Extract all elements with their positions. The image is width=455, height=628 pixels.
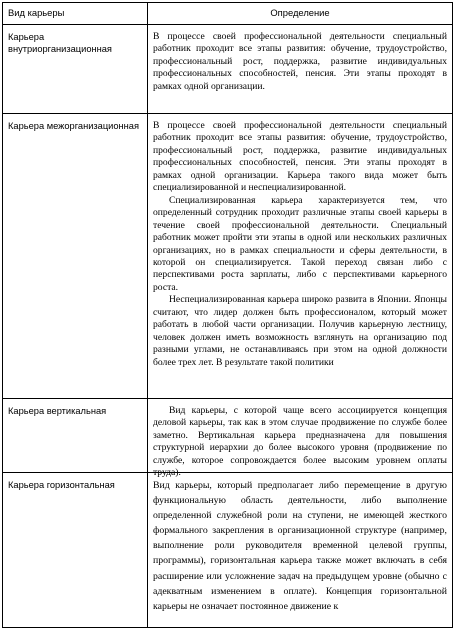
definition-paragraph: В процессе своей профессиональной деятельности специальный работник проходит все этапы развития: обучение, трудоустройство, профессиональный рост, поддержка, развитие индивидуальных профессиональных способностей, пенсия. Эти этапы проходят в рамках одной организации. Карьера такого вида может быть специализированной и неспециализированной. (153, 120, 447, 194)
definition-cell (148, 114, 453, 399)
header-cell-definition (148, 3, 453, 25)
career-type-label: Карьера горизонтальная (8, 480, 115, 490)
definition-paragraph: В процессе своей профессиональной деятельности специальный работник проходит все этапы развития: обучение, трудоустройство, профессиональный рост, поддержка, развитие индивидуальных профессиональных способностей, пенсия. Эти этапы проходят в рамках одной организации. (153, 31, 447, 92)
definition-cell (148, 399, 453, 479)
career-type-label: Карьера межорганизационная (8, 121, 139, 131)
definition-cell (148, 25, 453, 114)
definition-paragraph: Неспециализированная карьера широко развита в Японии. Японцы считают, что лидер должен быть профессионалом, который может работать в любой части организации. Получив карьерную лестницу, человек должен иметь возможность взглянуть на организацию под разными углами, не останавливаясь при этом на одной должности более трех лет. В результате такой политики (153, 294, 447, 368)
header-definition-label: Определение (270, 7, 330, 18)
type-cell (3, 399, 148, 473)
definition-text (148, 399, 452, 479)
career-type-label: Карьера внутриорганизационная (8, 32, 112, 54)
table-row-vertical (3, 399, 453, 473)
definition-text (148, 114, 452, 398)
definition-text (148, 473, 452, 627)
definition-text (148, 25, 452, 113)
type-cell (3, 25, 148, 114)
table-row-intraorganizational (3, 25, 453, 114)
career-types-table (2, 2, 453, 628)
career-type-label: Карьера вертикальная (8, 406, 107, 416)
header-cell-type (3, 3, 148, 25)
type-cell (3, 114, 148, 399)
table-row-interorganizational (3, 114, 453, 399)
definition-cell (148, 473, 453, 628)
table-header-row (3, 3, 453, 25)
definition-paragraph: Специализированная карьера характеризуется тем, что определенный сотрудник проходит различные этапы своей карьеры в течение своей профессиональной деятельности. Специальный работник может пройти эти этапы в одной или нескольких различных организациях, но в рамках специальности и сферы деятельности, в которой он специализируется. Такой переход связан либо с перспективами роста зарплаты, либо с перспективами карьерного роста. (153, 194, 447, 293)
table-row-horizontal (3, 473, 453, 628)
definition-paragraph: Вид карьеры, с которой чаще всего ассоциируется концепция деловой карьеры, так как в этом случае продвижение по службе более заметно. Вертикальная карьера предназначена для повышения структурной иерархии до более высокого уровня (продвижение по службе, которое сопровождается более высоким уровнем оплаты труда). (153, 405, 447, 479)
header-type-label: Вид карьеры (8, 7, 65, 18)
definition-paragraph: Вид карьеры, который предполагает либо перемещение в другую функциональную область деятельности, либо выполнение определенной служебной роли на ступени, не имеющей жесткого формального закрепления в организационной структуре (например, выполнение роли руководителя временной целевой группы, программы), горизонтальная карьера также может включать в себя расширение или усложнение задач на предыдущем уровне (обычно с адекватным изменением в оплате). Концепция горизонтальной карьеры не означает постоянное движение к (153, 480, 447, 612)
type-cell (3, 473, 148, 628)
